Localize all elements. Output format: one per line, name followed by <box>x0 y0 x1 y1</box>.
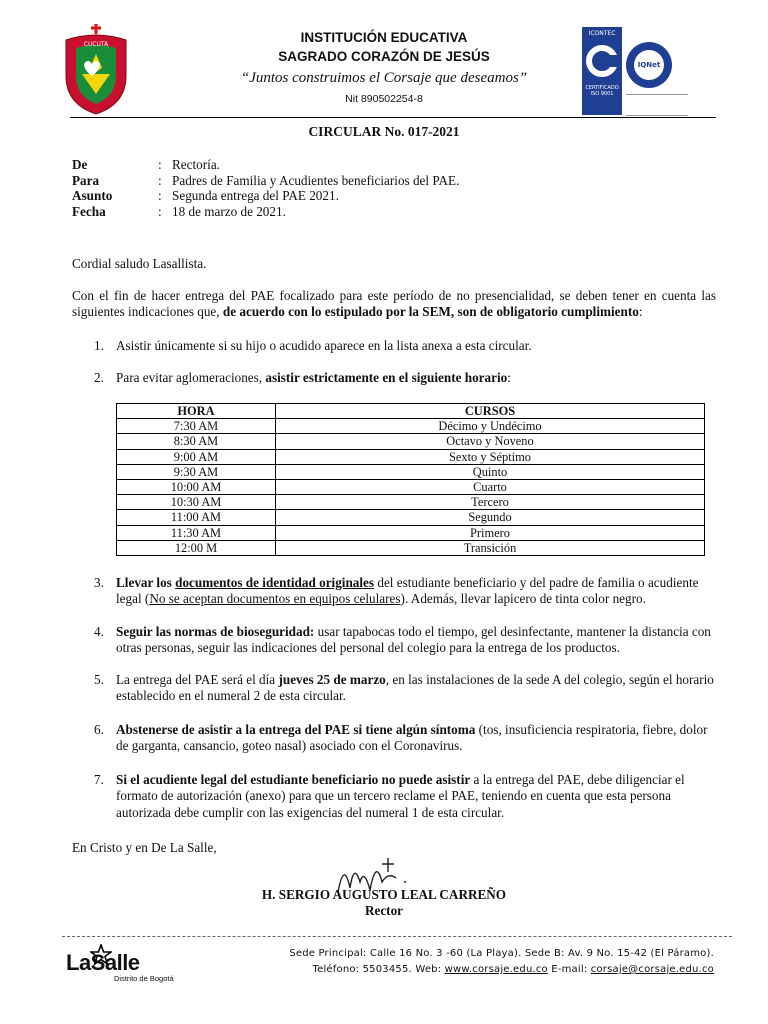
lasalle-logo: LaSalle Distrito de Bogotá <box>66 944 186 988</box>
table-row: 9:00 AM Sexto y Séptimo <box>117 449 705 464</box>
footer-address-line: Sede Principal: Calle 16 No. 3 -60 (La Playa). Sede B: Av. 9 No. 15-42 (El Páramo). <box>289 948 714 959</box>
meta-row-fecha: Fecha : 18 de marzo de 2021. <box>72 203 286 219</box>
table-row: 12:00 M Transición <box>117 540 705 555</box>
meta-row-asunto: Asunto : Segunda entrega del PAE 2021. <box>72 188 339 204</box>
email-link[interactable]: corsaje@corsaje.edu.co <box>590 964 714 975</box>
intro-paragraph: Con el fin de hacer entrega del PAE focalizado para este período de no presencialidad, se deben tener en cuenta las siguientes indicaciones que, de acuerdo con lo estipulado por la SEM, son de obligatorio cumplimiento: <box>72 288 716 320</box>
table-header-row: HORA CURSOS <box>117 404 705 419</box>
cert-fine-print <box>626 94 688 116</box>
nit-number: Nit 890502254-8 <box>345 93 423 105</box>
footer-divider <box>62 936 732 937</box>
iqnet-logo: IQNet <box>626 42 672 88</box>
motto: “Juntos construimos el Corsaje que deseamos” <box>240 70 528 86</box>
footer-contact-line: Teléfono: 5503455. Web: www.corsaje.edu.co E-mail: corsaje@corsaje.edu.co <box>312 964 714 975</box>
table-row: 9:30 AM Quinto <box>117 464 705 479</box>
table-row: 10:00 AM Cuarto <box>117 480 705 495</box>
meta-row-para: Para : Padres de Familia y Acudientes beneficiarios del PAE. <box>72 172 460 188</box>
greeting: Cordial saludo Lasallista. <box>72 256 207 271</box>
header-divider <box>70 117 716 118</box>
circular-meta <box>72 157 459 219</box>
signatory-name: H. SERGIO AUGUSTO LEAL CARREÑO <box>261 887 507 902</box>
table-row: 7:30 AM Décimo y Undécimo <box>117 419 705 434</box>
list-item: 7. Si el acudiente legal del estudiante beneficiario no puede asistir a la entrega del PAE, debe diligenciar el formato de autorización (anexo) para que un tercero reclame el PAE, teniendo en cuenta que esta persona autorizada debe cumplir con las exigencias del numeral 1 de esta circular. <box>94 772 685 820</box>
list-item: 4. Seguir las normas de bioseguridad: usar tapabocas todo el tiempo, gel desinfectante, mantener la distancia con otras personas, seguir las indicaciones del personal del colegio para la entrega de los productos. <box>94 624 711 656</box>
circular-title: CIRCULAR No. 017-2021 <box>308 124 460 139</box>
schedule-table <box>116 403 705 556</box>
closing: En Cristo y en De La Salle, <box>72 840 217 855</box>
star-icon <box>90 944 112 966</box>
table-row: 11:00 AM Segundo <box>117 510 705 525</box>
meta-row-de: De : Rectoría. <box>72 157 220 172</box>
list-item: 5. La entrega del PAE será el día jueves 25 de marzo, en las instalaciones de la sede A del colegio, según el horario establecido en el numeral 2 de esta circular. <box>94 672 714 704</box>
table-row: 8:30 AM Octavo y Noveno <box>117 434 705 449</box>
institution-name-line2: SAGRADO CORAZÓN DE JESÚS <box>278 49 490 64</box>
icontec-logo: ICONTEC CERTIFICADO ISO 9001 <box>582 27 622 115</box>
svg-text:CUCUTA: CUCUTA <box>83 41 109 48</box>
website-link[interactable]: www.corsaje.edu.co <box>444 964 548 975</box>
list-item: 6. Abstenerse de asistir a la entrega del PAE si tiene algún síntoma (tos, insuficiencia respiratoria, fiebre, dolor de garganta, cansancio, goteo nasal) asociado con el Coronavirus. <box>94 722 708 754</box>
list-item: 3. Llevar los documentos de identidad originales del estudiante beneficiario y del padre de familia o acudiente legal (No se aceptan documentos en equipos celulares). Además, llevar lapicero de tinta color negro. <box>94 575 699 607</box>
table-row: 11:30 AM Primero <box>117 525 705 540</box>
institution-name-line1: INSTITUCIÓN EDUCATIVA <box>300 30 468 45</box>
footer-address <box>289 946 714 978</box>
signatory-role: Rector <box>364 903 404 918</box>
table-row: 10:30 AM Tercero <box>117 495 705 510</box>
list-item: 1. Asistir únicamente si su hijo o acudido aparece en la lista anexa a esta circular. <box>94 338 532 353</box>
list-item: 2. Para evitar aglomeraciones, asistir estrictamente en el siguiente horario: <box>94 370 511 385</box>
